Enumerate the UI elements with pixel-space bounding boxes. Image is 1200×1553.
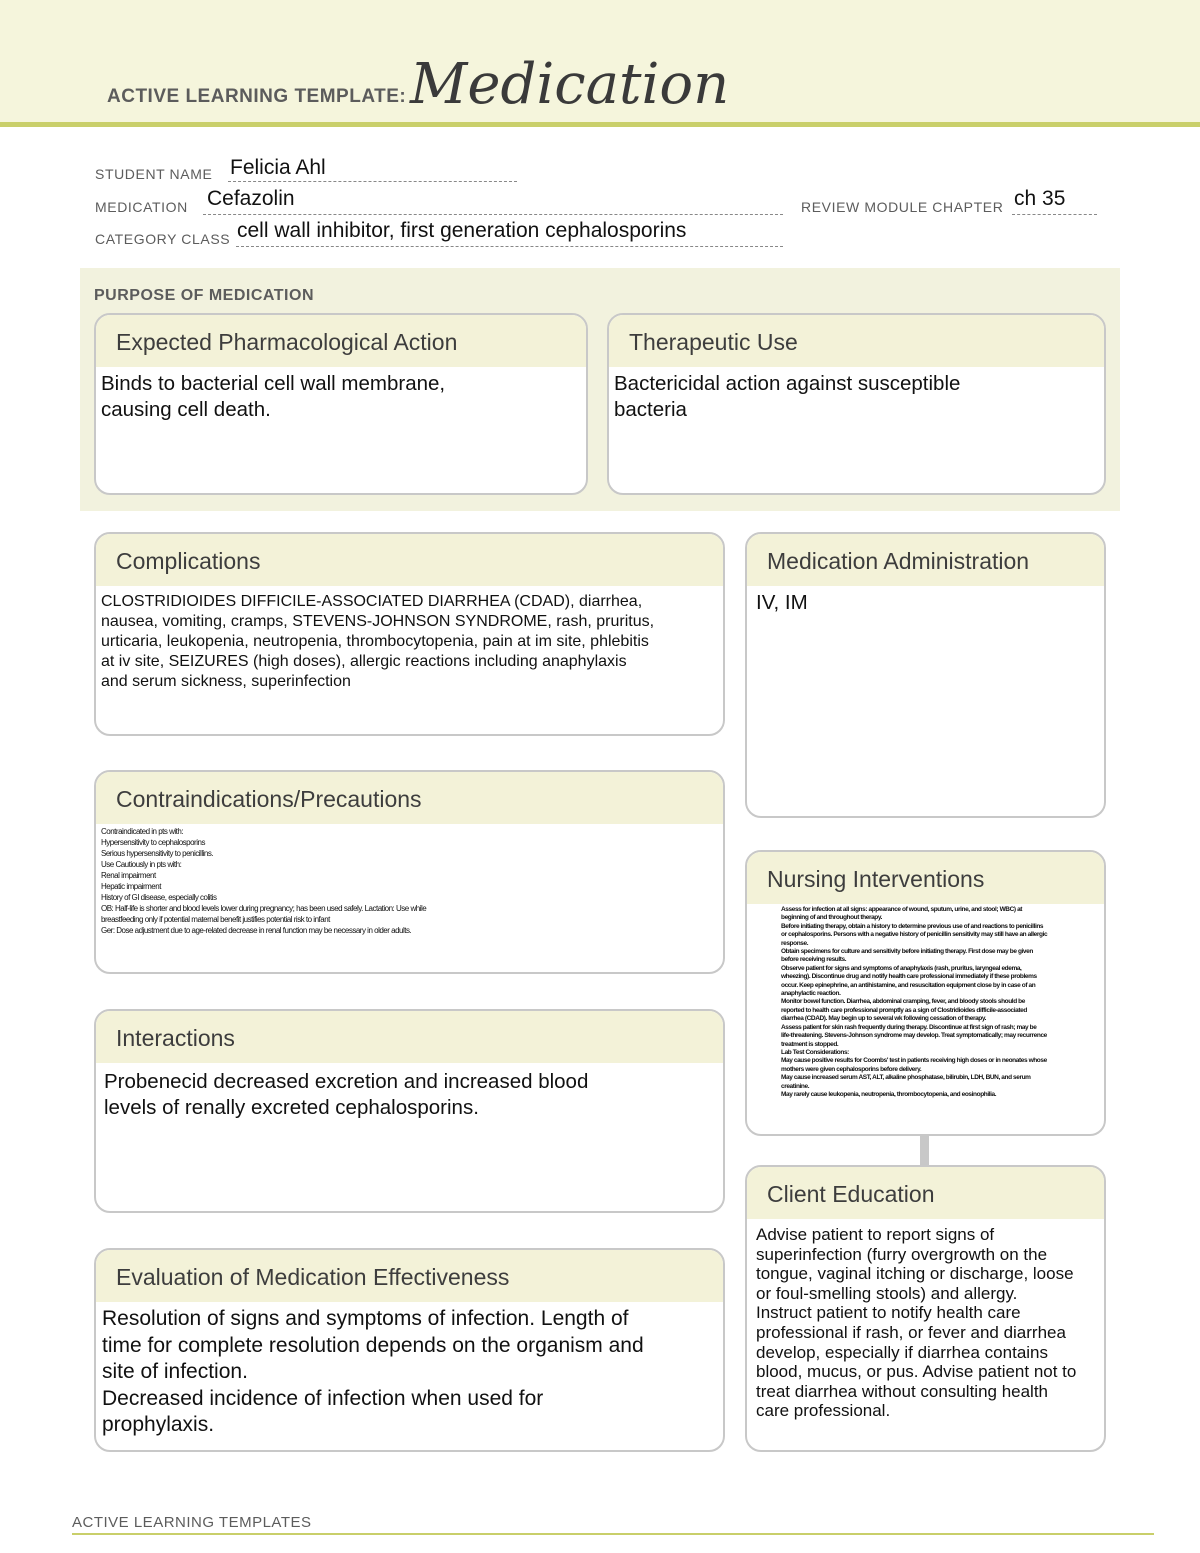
- template-label: ACTIVE LEARNING TEMPLATE:: [107, 86, 407, 107]
- page-title: Medication: [410, 52, 730, 117]
- chapter-label: REVIEW MODULE CHAPTER: [801, 199, 1004, 215]
- footer-divider: [72, 1533, 1154, 1535]
- interactions-box: [94, 1009, 725, 1213]
- contraindications-text[interactable]: Contraindicated in pts with: Hypersensitivity to cephalosporins Serious hypersensitivity to penicillins. Use Cautiously in pts with: Renal impairment Hepatic impairment History of GI disease, especially colitis OB: Half-life is shorter and blood levels lower during pregnancy; has been used safely. Lactation: Use while breastfeeding only if potential maternal benefit justifies potential risk to infant Ger: Dose adjustment due to age-related decrease in renal function may be necessary in older adults.: [101, 827, 427, 935]
- footer-label: ACTIVE LEARNING TEMPLATES: [72, 1514, 312, 1531]
- purpose-label: PURPOSE OF MEDICATION: [94, 287, 314, 304]
- interactions-title: Interactions: [96, 1011, 723, 1063]
- expected-action-box: [94, 313, 588, 495]
- therapeutic-use-title: Therapeutic Use: [609, 315, 1104, 367]
- student-name-label: STUDENT NAME: [95, 166, 213, 182]
- administration-title: Medication Administration: [747, 534, 1104, 586]
- contraindications-box: [94, 770, 725, 974]
- therapeutic-use-text[interactable]: Bactericidal action against susceptible bacteria: [614, 372, 961, 421]
- contraindications-title: Contraindications/Precautions: [96, 772, 723, 824]
- evaluation-text[interactable]: Resolution of signs and symptoms of infection. Length of time for complete resolution depends on the organism and site of infection. Decreased incidence of infection when used for prophylaxis.: [102, 1307, 644, 1436]
- client-education-title: Client Education: [747, 1167, 1104, 1219]
- client-education-box: [745, 1165, 1106, 1452]
- chapter-value: ch 35: [1014, 187, 1066, 210]
- complications-box: [94, 532, 725, 736]
- nursing-title: Nursing Interventions: [747, 852, 1104, 904]
- therapeutic-use-box: [607, 313, 1106, 495]
- medication-value: Cefazolin: [207, 187, 295, 210]
- complications-title: Complications: [96, 534, 723, 586]
- connector-line: [920, 1135, 929, 1167]
- expected-action-title: Expected Pharmacological Action: [96, 315, 586, 367]
- evaluation-title: Evaluation of Medication Effectiveness: [96, 1250, 723, 1302]
- evaluation-box: [94, 1248, 725, 1452]
- complications-text[interactable]: CLOSTRIDIOIDES DIFFICILE-ASSOCIATED DIARRHEA (CDAD), diarrhea, nausea, vomiting, cramps, STEVENS-JOHNSON SYNDROME, rash, pruritus, urticaria, leukopenia, neutropenia, thrombocytopenia, pain at im site, phlebitis at iv site, SEIZURES (high doses), allergic reactions including anaphylaxis and serum sickness, superinfection: [101, 593, 655, 690]
- administration-box: [745, 532, 1106, 818]
- nursing-text[interactable]: Assess for infection at all signs: appearance of wound, sputum, urine, and stool; WBC) at beginning of and throughout therapy. Before initiating therapy, obtain a history to determine previous use of and reactions to penicillins or cephalosporins. Persons with a negative history of penicillin sensitivity may still have an allergic response. Obtain specimens for culture and sensitivity before initiating therapy. First dose may be given before receiving results. Observe patient for signs and symptoms of anaphylaxis (rash, pruritus, laryngeal edema, wheezing). Discontinue drug and notify health care professional immediately if these problems occur. Keep epinephrine, an antihistamine, and resuscitation equipment close by in case of an anaphylactic reaction. Monitor bowel function. Diarrhea, abdominal cramping, fever, and bloody stools should be reported to health care professional promptly as a sign of Clostridioides difficile-associated diarrhea (CDAD). May begin up to several wk following cessation of therapy. Assess patient for skin rash frequently during therapy. Discontinue at first sign of rash; may be life-threatening. Stevens-Johnson syndrome may develop. Treat symptomatically; may recurrence treatment is stopped. Lab Test Considerations: May cause positive results for Coombs' test in patients receiving high doses or in neonates whose mothers were given cephalosporins before delivery. May cause increased serum AST, ALT, alkaline phosphatase, bilirubin, LDH, BUN, and serum creatinine. May rarely cause leukopenia, neutropenia, thrombocytopenia, and eosinophilia.: [781, 906, 1048, 1098]
- interactions-text[interactable]: Probenecid decreased excretion and increased blood levels of renally excreted cephalosporins.: [104, 1070, 589, 1119]
- header-divider: [0, 122, 1200, 127]
- category-label: CATEGORY CLASS: [95, 231, 231, 247]
- expected-action-text[interactable]: Binds to bacterial cell wall membrane, causing cell death.: [101, 372, 446, 421]
- medication-label: MEDICATION: [95, 199, 188, 215]
- category-value: cell wall inhibitor, first generation cephalosporins: [237, 219, 687, 242]
- nursing-box: [745, 850, 1106, 1136]
- student-name-value: Felicia Ahl: [230, 156, 326, 179]
- client-education-text[interactable]: Advise patient to report signs of superinfection (furry overgrowth on the tongue, vaginal itching or discharge, loose or foul-smelling stools) and allergy. Instruct patient to notify health care professional if rash, or fever and diarrhea develop, especially if diarrhea contains blood, mucus, or pus. Advise patient not to treat diarrhea without consulting health care professional.: [756, 1225, 1077, 1421]
- administration-text[interactable]: IV, IM: [756, 591, 808, 614]
